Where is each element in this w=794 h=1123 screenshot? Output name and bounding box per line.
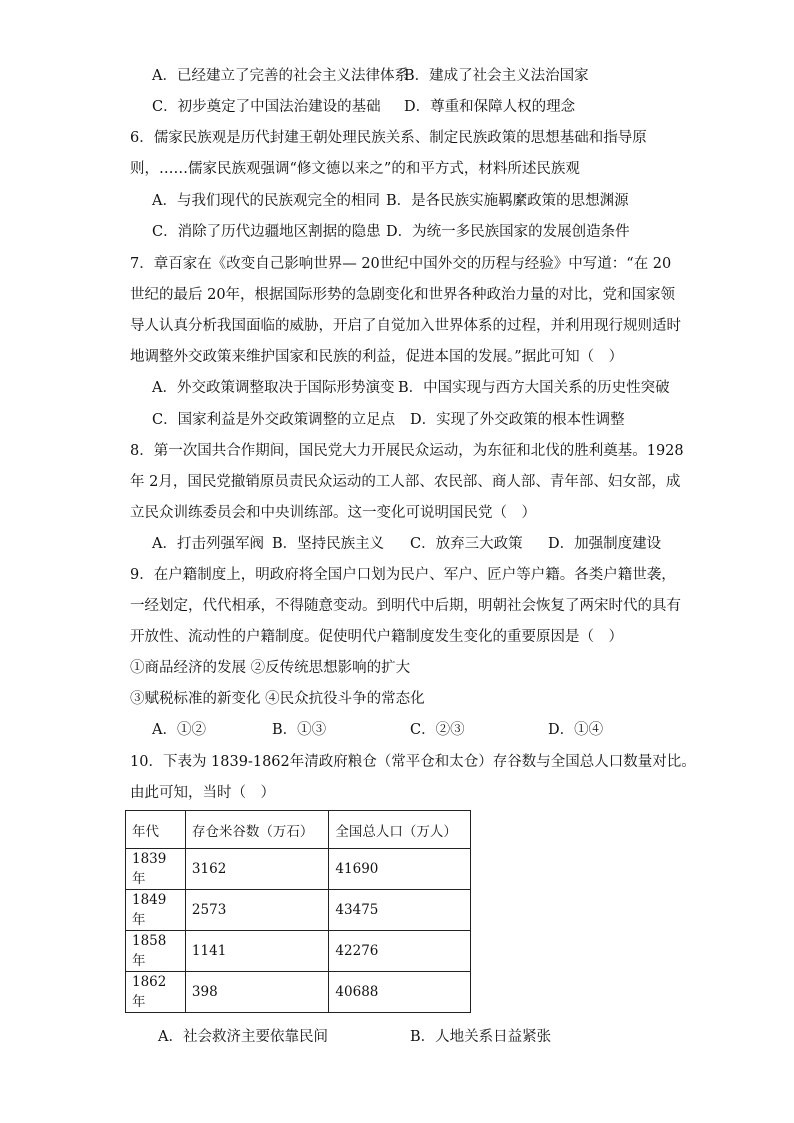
q7-option-a: A．外交政策调整取决于国际形势演变 (152, 380, 395, 396)
table-cell-population: 40688 (329, 972, 471, 1013)
q7-option-b: B．中国实现与西方大国关系的历史性突破 (398, 380, 670, 396)
table-header-cell: 存仓米谷数（万石） (185, 811, 329, 849)
table-cell-population: 43475 (329, 890, 471, 931)
q10-stem-line1: 10．下表为 1839-1862年清政府粮仓（常平仓和太仓）存谷数与全国总人口数量对比。 (130, 754, 696, 770)
q10-option-b: B．人地关系日益紧张 (410, 1029, 552, 1045)
table-cell-year: 1862年 (126, 972, 186, 1013)
q7-stem-line3: 导人认真分析我国面临的威胁，开启了自觉加入世界体系的过程，并利用现行规则适时 (130, 318, 681, 334)
q9-stem-line3: 开放性、流动性的户籍制度。促使明代户籍制度发生变化的重要原因是（ ） (130, 629, 623, 645)
q8-option-d: D．加强制度建设 (548, 536, 662, 552)
q5-option-a: A．已经建立了完善的社会主义法律体系 (152, 68, 409, 84)
table-row (126, 931, 471, 972)
table-cell-year: 1849年 (126, 890, 186, 931)
q5-option-c: C．初步奠定了中国法治建设的基础 (152, 99, 381, 115)
q6-option-a: A．与我们现代的民族观完全的相同 (152, 193, 380, 209)
q9-stem-line2: 一经划定，代代相承，不得随意变动。到明代中后期，明朝社会恢复了两宋时代的具有 (130, 598, 681, 614)
table-cell-grain: 3162 (185, 849, 329, 890)
table-header-row (126, 811, 471, 849)
q7-option-d: D．实现了外交政策的根本性调整 (410, 412, 625, 428)
q8-option-b: B．坚持民族主义 (272, 536, 385, 552)
q7-option-c: C．国家利益是外交政策调整的立足点 (152, 412, 396, 428)
q9-option-a: A．①② (152, 722, 206, 738)
table-row (126, 849, 471, 890)
q9-option-d: D．①④ (548, 722, 604, 738)
grain-population-table (125, 810, 471, 1013)
q10-stem-line2: 由此可知，当时（ ） (130, 785, 275, 801)
q6-option-b: B．是各民族实施羁縻政策的思想渊源 (386, 193, 629, 209)
q7-stem-line4: 地调整外交政策来维护国家和民族的利益，促进本国的发展。”据此可知（ ） (130, 349, 624, 365)
q5-option-d: D．尊重和保障人权的理念 (404, 99, 576, 115)
q7-stem-line2: 世纪的最后 20年，根据国际形势的急剧变化和世界各种政治力量的对比，党和国家领 (130, 287, 676, 303)
table-header-cell: 全国总人口（万人） (329, 811, 471, 849)
q8-option-c: C．放弃三大政策 (410, 536, 523, 552)
q5-option-b: B．建成了社会主义法治国家 (404, 68, 589, 84)
q10-option-a: A．社会救济主要依靠民间 (158, 1029, 328, 1045)
q9-items-line2: ③赋税标准的新变化 ④民众抗役斗争的常态化 (130, 691, 425, 707)
table-row (126, 972, 471, 1013)
q6-option-d: D．为统一多民族国家的发展创造条件 (386, 224, 630, 240)
q9-option-b: B．①③ (272, 722, 327, 738)
q6-option-c: C．消除了历代边疆地区割据的隐患 (152, 224, 381, 240)
table-row (126, 890, 471, 931)
q8-stem-line2: 年 2月，国民党撤销原员责民众运动的工人部、农民部、商人部、青年部、妇女部，成 (130, 474, 681, 490)
q9-stem-line1: 9．在户籍制度上，明政府将全国户口划为民户、军户、匠户等户籍。各类户籍世袭， (130, 567, 676, 583)
q8-stem-line1: 8．第一次国共合作期间，国民党大力开展民众运动，为东征和北伐的胜利奠基。1928 (130, 443, 684, 459)
table-cell-population: 41690 (329, 849, 471, 890)
table-cell-year: 1839年 (126, 849, 186, 890)
q9-items-line1: ①商品经济的发展 ②反传统思想影响的扩大 (130, 660, 411, 676)
q7-stem-line1: 7．章百家在《改变自己影响世界— 20世纪中国外交的历程与经验》中写道：“在 20 (130, 256, 672, 272)
table-cell-grain: 2573 (185, 890, 329, 931)
q8-option-a: A．打击列强军阀 (152, 536, 264, 552)
q9-option-c: C．②③ (410, 722, 465, 738)
q6-stem-line1: 6．儒家民族观是历代封建王朝处理民族关系、制定民族政策的思想基础和指导原 (130, 130, 647, 146)
q6-stem-line2: 则，……儒家民族观强调“修文德以来之”的和平方式，材料所述民族观 (130, 161, 580, 177)
table-cell-grain: 1141 (185, 931, 329, 972)
table-header-cell: 年代 (126, 811, 186, 849)
q8-stem-line3: 立民众训练委员会和中央训练部。这一变化可说明国民党（ ） (130, 505, 536, 521)
table-cell-grain: 398 (185, 972, 329, 1013)
table-cell-population: 42276 (329, 931, 471, 972)
table-cell-year: 1858年 (126, 931, 186, 972)
